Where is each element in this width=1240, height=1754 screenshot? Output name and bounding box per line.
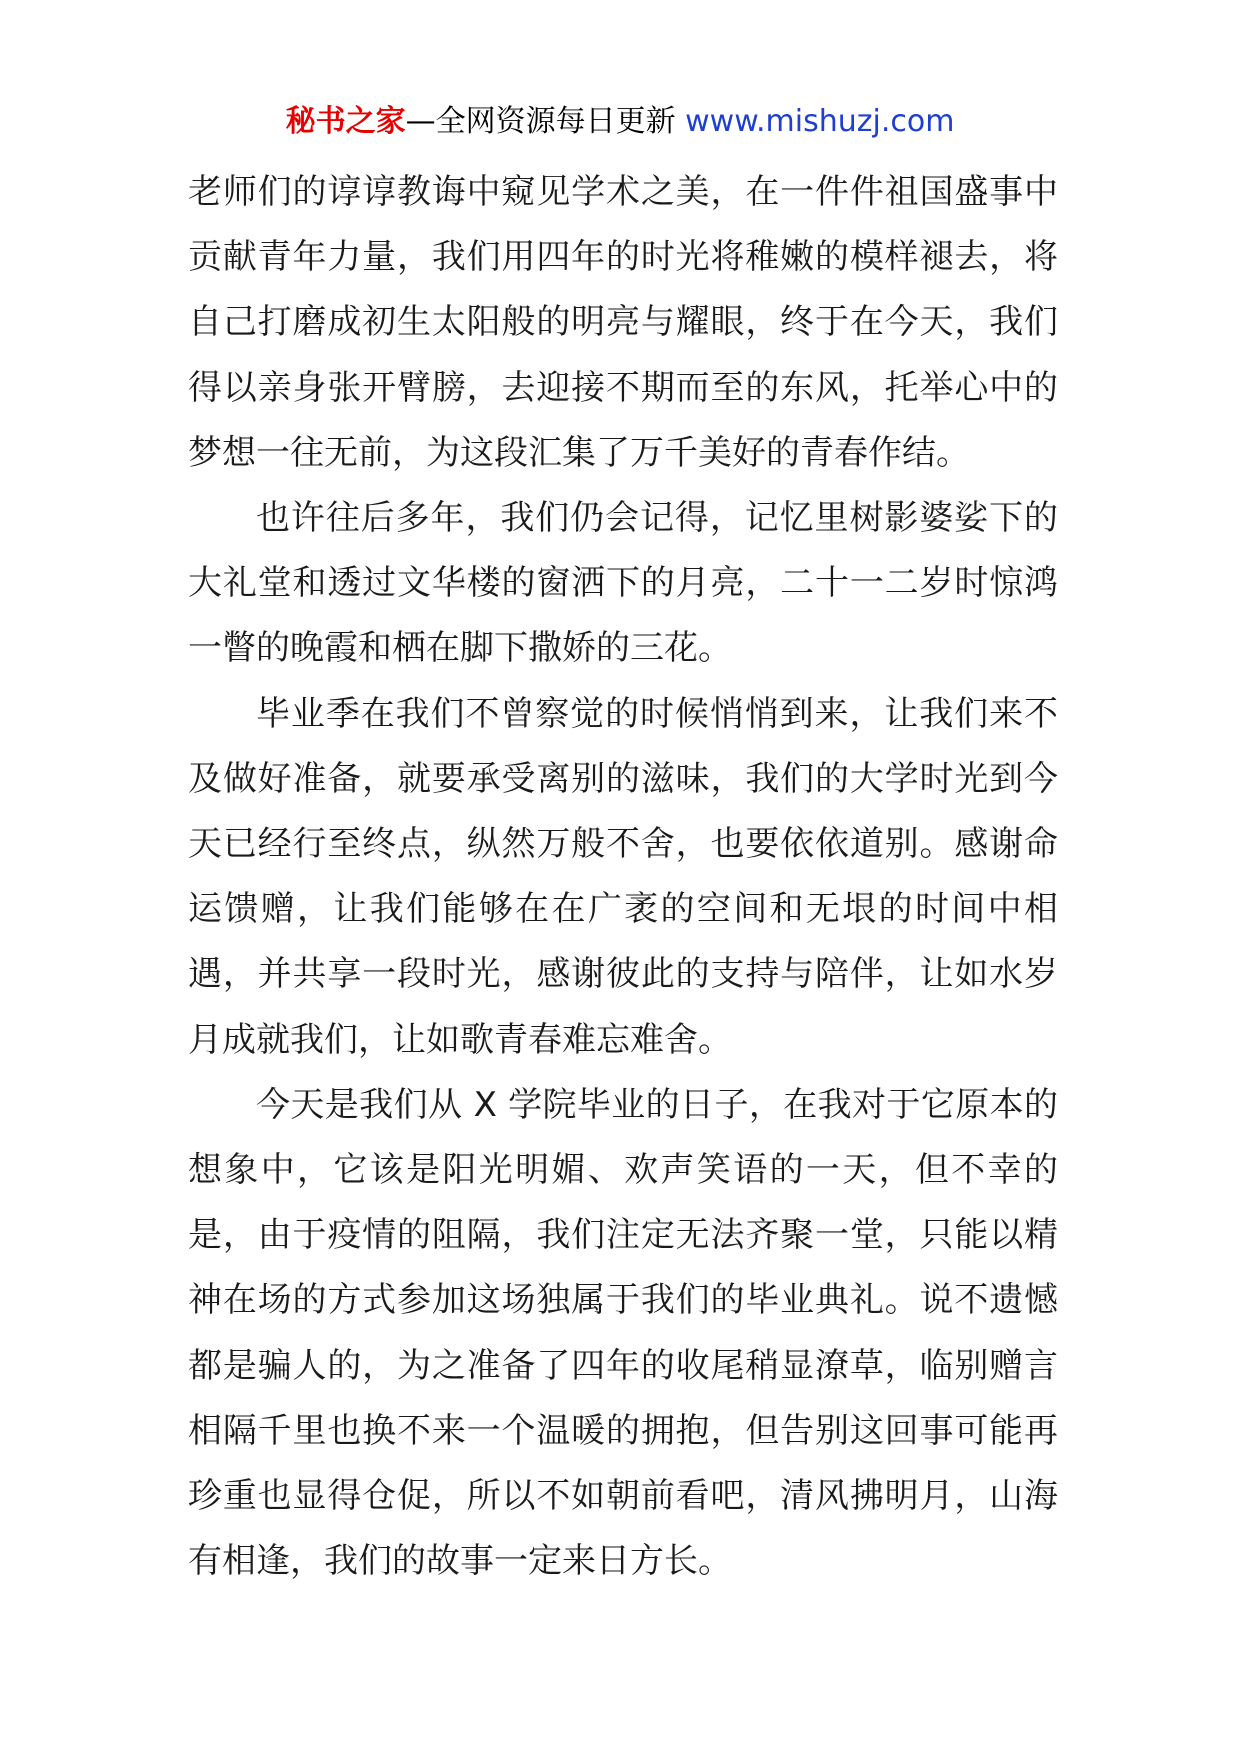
paragraph-3: 毕业季在我们不曾察觉的时候悄悄到来，让我们来不及做好准备，就要承受离别的滋味，我们的大学时光到今天已经行至终点，纵然万般不舍，也要依依道别。感谢命运馈赠，让我们能够在在广袤的空间和无垠的时间中相遇，并共享一段时光，感谢彼此的支持与陪伴，让如水岁月成就我们，让如歌青春难忘难舍。 — [188, 693, 1058, 1060]
paragraph-1: 老师们的谆谆教诲中窥见学术之美，在一件件祖国盛事中贡献青年力量，我们用四年的时光将稚嫩的模样褪去，将自己打磨成初生太阳般的明亮与耀眼，终于在今天，我们得以亲身张开臂膀，去迎接不期而至的东风，托举心中的梦想一往无前，为这段汇集了万千美好的青春作结。 — [188, 172, 1058, 473]
brand-name: 秘书之家 — [285, 104, 406, 139]
paragraph-2: 也许往后多年，我们仍会记得，记忆里树影婆娑下的大礼堂和透过文华楼的窗洒下的月亮，二十一二岁时惊鸿一瞥的晚霞和栖在脚下撒娇的三花。 — [188, 498, 1058, 669]
header-tagline: —全网资源每日更新 — [405, 104, 676, 139]
paragraph-4: 今天是我们从 X 学院毕业的日子，在我对于它原本的想象中，它该是阳光明媚、欢声笑语的一天，但不幸的是，由于疫情的阻隔，我们注定无法齐聚一堂，只能以精神在场的方式参加这场独属于我们的毕业典礼。说不遗憾都是骗人的，为之准备了四年的收尾稍显潦草，临别赠言相隔千里也换不来一个温暖的拥抱，但告别这回事可能再珍重也显得仓促，所以不如朝前看吧，清风拂明月，山海有相逢，我们的故事一定来日方长。 — [188, 1084, 1058, 1582]
document-body — [188, 160, 1058, 1594]
site-url-link[interactable]: www.mishuzj.com — [685, 104, 955, 139]
site-header — [0, 100, 1240, 144]
